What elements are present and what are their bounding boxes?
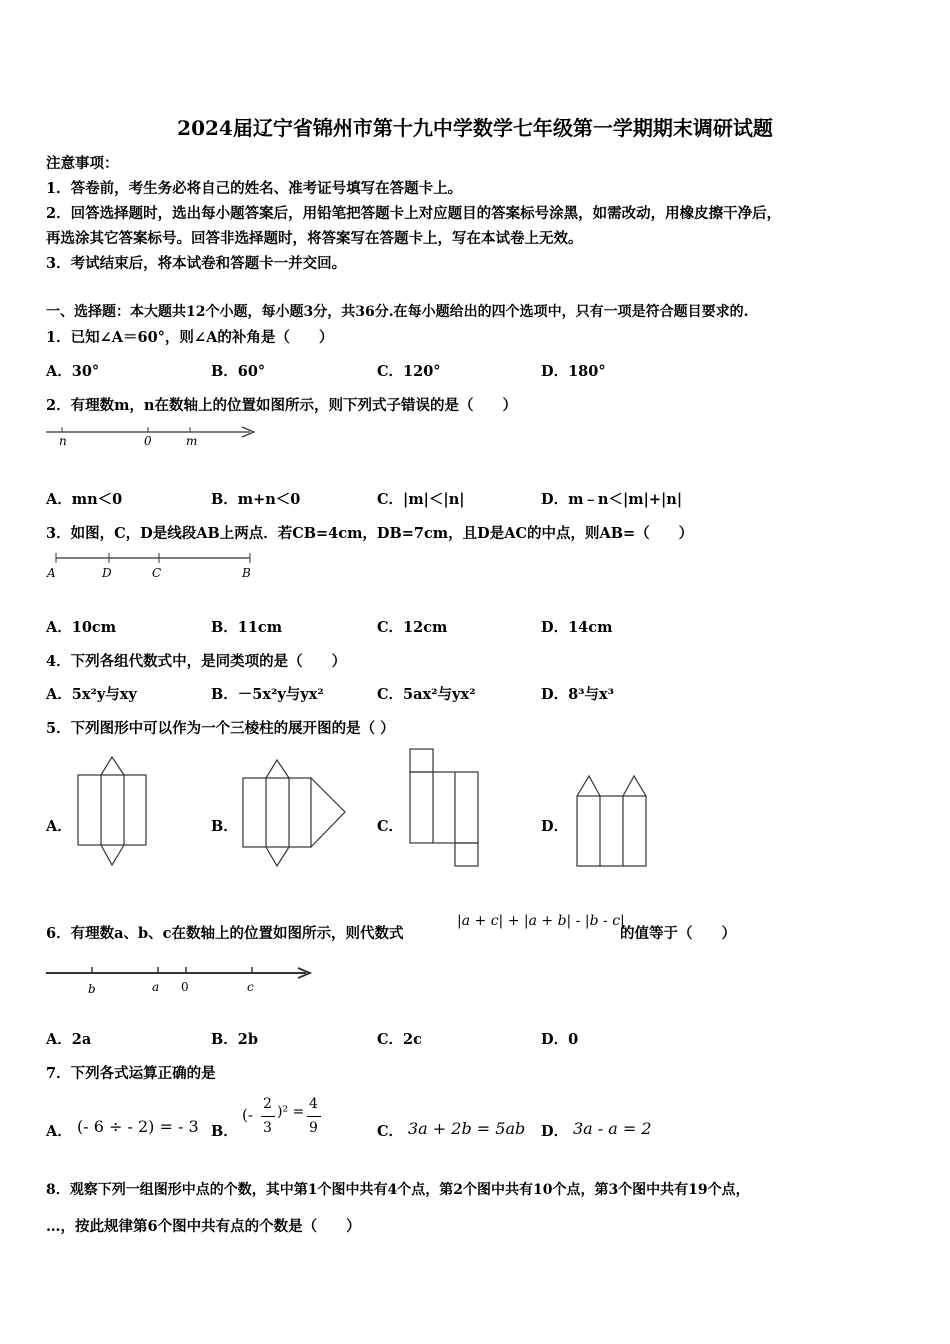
q6-label-zero: 0 <box>181 980 189 994</box>
q7-b-result-numerator: 4 <box>309 1096 318 1112</box>
q4-option-a: A．5x²y与xy <box>46 686 137 703</box>
q2-option-b: B．m+n＜0 <box>211 491 301 508</box>
q2-stem: 2．有理数m，n在数轴上的位置如图所示，则下列式子错误的是（ ） <box>46 397 517 414</box>
q7-option-b-label: B． <box>211 1123 238 1140</box>
q5-net-a <box>78 757 146 865</box>
q5-option-c: C． <box>377 818 404 835</box>
q7-b-power: )² = <box>277 1104 305 1120</box>
note-2a: 2．回答选择题时，选出每小题答案后，用铅笔把答题卡上对应题目的答案标号涂黑，如需改动，用橡皮擦干净后， <box>46 205 782 222</box>
q6-stem-tail: 的值等于（ ） <box>620 925 736 942</box>
q2-label-m: m <box>186 434 198 448</box>
q5-net-d <box>577 776 646 866</box>
q6-option-b: B．2b <box>211 1031 258 1048</box>
q5-net-b <box>243 760 345 866</box>
q1-option-d: D．180° <box>541 363 606 380</box>
q3-label-d: D <box>102 566 112 580</box>
q8-stem-line2: …，按此规律第6个图中共有点的个数是（ ） <box>46 1218 361 1235</box>
q7-option-c-label: C． <box>377 1123 404 1140</box>
q5-stem: 5．下列图形中可以作为一个三棱柱的展开图的是（ ） <box>46 720 395 737</box>
q2-label-zero: 0 <box>144 434 152 448</box>
q8-stem-line1: 8．观察下列一组图形中点的个数，其中第1个图中共有4个点，第2个图中共有10个点，第3个图中共有19个点， <box>46 1182 750 1198</box>
q3-option-b: B．11cm <box>211 619 283 636</box>
q6-option-d: D．0 <box>541 1031 579 1048</box>
note-2b: 再选涂其它答案标号。回答非选择题时，将答案写在答题卡上，写在本试卷上无效。 <box>46 230 583 247</box>
q6-stem: 6．有理数a、b、c在数轴上的位置如图所示，则代数式 <box>46 925 404 942</box>
page-title: 2024届辽宁省锦州市第十九中学数学七年级第一学期期末调研试题 <box>177 116 773 140</box>
q4-option-c: C．5ax²与yx² <box>377 686 476 703</box>
q4-option-b: B．－5x²y与yx² <box>211 686 324 703</box>
q7-option-d-label: D． <box>541 1123 569 1140</box>
note-3: 3．考试结束后，将本试卷和答题卡一并交回。 <box>46 255 347 272</box>
q7-option-a-expr: (- 6 ÷ - 2) = - 3 <box>77 1117 199 1136</box>
q1-option-a: A．30° <box>46 363 100 380</box>
q4-stem: 4．下列各组代数式中，是同类项的是（ ） <box>46 653 347 670</box>
q6-label-b: b <box>88 982 96 996</box>
q6-expression: |a + c| + |a + b| - |b - c| <box>457 913 625 929</box>
q7-b-result-denominator: 9 <box>309 1120 318 1136</box>
q5-net-c <box>410 749 478 866</box>
q3-option-d: D．14cm <box>541 619 613 636</box>
q3-option-a: A．10cm <box>46 619 117 636</box>
note-1: 1．答卷前，考生务必将自己的姓名、准考证号填写在答题卡上。 <box>46 180 463 197</box>
q7-b-fraction-bar <box>261 1116 275 1117</box>
q5-option-b: B． <box>211 818 238 835</box>
q6-label-c: c <box>247 980 254 994</box>
q1-option-c: C．120° <box>377 363 441 380</box>
q3-option-c: C．12cm <box>377 619 448 636</box>
q3-stem: 3．如图，C，D是线段AB上两点．若CB=4cm，DB=7cm，且D是AC的中点，则AB=（ ） <box>46 525 694 542</box>
q2-option-a: A．mn＜0 <box>46 491 123 508</box>
section-heading: 一、选择题：本大题共12个小题，每小题3分，共36分.在每小题给出的四个选项中，只有一项是符合题目要求的. <box>46 304 749 320</box>
q1-stem: 1．已知∠A＝60°，则∠A的补角是（ ） <box>46 329 334 346</box>
q2-option-d: D．m﹣n＜|m|+|n| <box>541 491 683 508</box>
q3-label-a: A <box>47 566 56 580</box>
q6-label-a: a <box>152 980 160 994</box>
q5-option-a: A． <box>46 818 72 835</box>
q6-number-line <box>44 964 319 998</box>
q1-option-b: B．60° <box>211 363 266 380</box>
q2-option-c: C．|m|＜|n| <box>377 491 465 508</box>
notes-heading: 注意事项： <box>46 155 119 172</box>
q7-b-left: (- <box>242 1106 253 1124</box>
q4-option-d: D．8³与x³ <box>541 686 615 703</box>
q5-option-d: D． <box>541 818 569 835</box>
q7-stem: 7．下列各式运算正确的是 <box>46 1065 216 1082</box>
q3-label-b: B <box>242 566 251 580</box>
q6-option-c: C．2c <box>377 1031 422 1048</box>
q7-b-numerator: 2 <box>263 1096 272 1112</box>
q3-label-c: C <box>152 566 162 580</box>
q7-option-c-expr: 3a + 2b = 5ab <box>408 1119 526 1138</box>
q7-b-denominator: 3 <box>263 1120 272 1136</box>
q7-b-result-bar <box>307 1116 321 1117</box>
q6-option-a: A．2a <box>46 1031 92 1048</box>
q2-label-n: n <box>59 434 67 448</box>
q7-option-a-label: A． <box>46 1123 72 1140</box>
q7-option-d-expr: 3a - a = 2 <box>573 1119 652 1138</box>
